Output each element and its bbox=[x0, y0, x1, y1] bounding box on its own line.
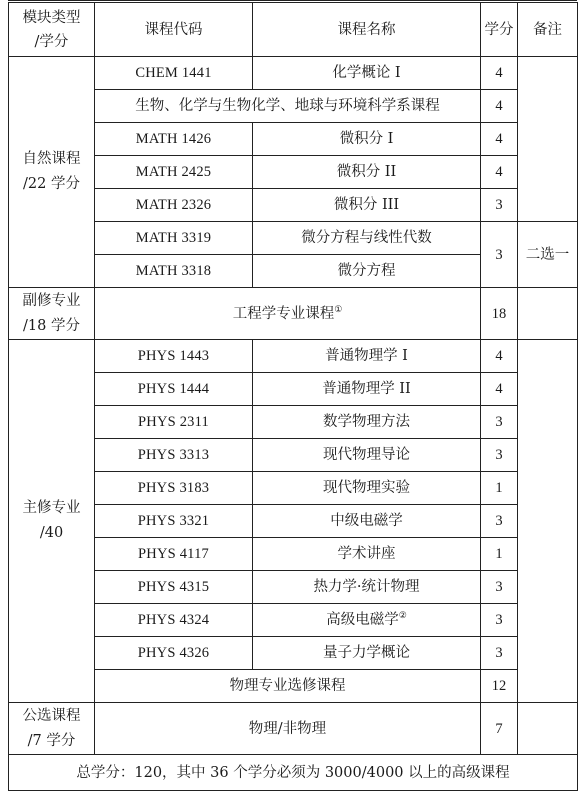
course-code: PHYS 4324 bbox=[95, 604, 253, 637]
course-code: MATH 1426 bbox=[95, 123, 253, 156]
credit: 4 bbox=[481, 57, 518, 90]
table-row bbox=[9, 670, 578, 703]
choice-note: 二选一 bbox=[518, 222, 578, 288]
credit: 3 bbox=[481, 439, 518, 472]
footnote-mark: ② bbox=[398, 611, 407, 622]
table-row bbox=[9, 57, 578, 90]
course-code: MATH 2425 bbox=[95, 156, 253, 189]
course-name: 高级电磁学② bbox=[253, 604, 481, 637]
course-name: 现代物理导论 bbox=[253, 439, 481, 472]
table-row bbox=[9, 472, 578, 505]
course-code: PHYS 2311 bbox=[95, 406, 253, 439]
credit: 3 bbox=[481, 189, 518, 222]
curriculum-table bbox=[8, 2, 578, 791]
course-name: 中级电磁学 bbox=[253, 505, 481, 538]
header-note: 备注 bbox=[518, 3, 578, 57]
table-row bbox=[9, 703, 578, 755]
course-name: 数学物理方法 bbox=[253, 406, 481, 439]
module-natural: 自然课程 /22 学分 bbox=[9, 57, 95, 288]
course-merged: 物理/非物理 bbox=[95, 703, 481, 755]
course-code: MATH 3319 bbox=[95, 222, 253, 255]
credit: 1 bbox=[481, 472, 518, 505]
header-module-type: 模块类型 /学分 bbox=[9, 3, 95, 57]
course-merged: 物理专业选修课程 bbox=[95, 670, 481, 703]
module-major: 主修专业 /40 bbox=[9, 340, 95, 703]
credit: 1 bbox=[481, 538, 518, 571]
table-row bbox=[9, 439, 578, 472]
summary-text: 总学分：120，其中 36 个学分必须为 3000/4000 以上的高级课程 bbox=[9, 755, 578, 791]
module-minor: 副修专业 /18 学分 bbox=[9, 288, 95, 340]
course-code: CHEM 1441 bbox=[95, 57, 253, 90]
course-name: 现代物理实验 bbox=[253, 472, 481, 505]
header-row bbox=[9, 3, 578, 57]
credit: 3 bbox=[481, 637, 518, 670]
credit: 3 bbox=[481, 571, 518, 604]
note-empty bbox=[518, 288, 578, 340]
table-row bbox=[9, 505, 578, 538]
table-row bbox=[9, 156, 578, 189]
course-code: PHYS 3183 bbox=[95, 472, 253, 505]
credit: 3 bbox=[481, 505, 518, 538]
course-name: 化学概论 I bbox=[253, 57, 481, 90]
table-row bbox=[9, 538, 578, 571]
credit: 4 bbox=[481, 340, 518, 373]
course-name: 普通物理学 II bbox=[253, 373, 481, 406]
header-course-code: 课程代码 bbox=[95, 3, 253, 57]
course-name: 微积分 II bbox=[253, 156, 481, 189]
course-merged: 生物、化学与生物化学、地球与环境科学系课程 bbox=[95, 90, 481, 123]
table-row bbox=[9, 373, 578, 406]
summary-row bbox=[9, 755, 578, 791]
table-row bbox=[9, 571, 578, 604]
table-row bbox=[9, 340, 578, 373]
credit: 3 bbox=[481, 604, 518, 637]
table-row bbox=[9, 406, 578, 439]
course-name: 学术讲座 bbox=[253, 538, 481, 571]
note-empty bbox=[518, 57, 578, 222]
credit: 12 bbox=[481, 670, 518, 703]
course-code: PHYS 4326 bbox=[95, 637, 253, 670]
course-name: 微分方程与线性代数 bbox=[253, 222, 481, 255]
course-name: 微分方程 bbox=[253, 255, 481, 288]
course-code: PHYS 3313 bbox=[95, 439, 253, 472]
credit: 18 bbox=[481, 288, 518, 340]
note-empty bbox=[518, 703, 578, 755]
course-code: MATH 3318 bbox=[95, 255, 253, 288]
credit: 4 bbox=[481, 90, 518, 123]
course-name: 热力学·统计物理 bbox=[253, 571, 481, 604]
footnote-mark: ① bbox=[334, 304, 343, 315]
course-name: 量子力学概论 bbox=[253, 637, 481, 670]
table-row bbox=[9, 222, 578, 255]
header-course-name: 课程名称 bbox=[253, 3, 481, 57]
course-code: PHYS 3321 bbox=[95, 505, 253, 538]
credit: 4 bbox=[481, 373, 518, 406]
table-row bbox=[9, 123, 578, 156]
table-row bbox=[9, 604, 578, 637]
course-merged: 工程学专业课程① bbox=[95, 288, 481, 340]
table-row bbox=[9, 288, 578, 340]
table-row bbox=[9, 189, 578, 222]
course-name: 微积分 III bbox=[253, 189, 481, 222]
credit: 3 bbox=[481, 406, 518, 439]
credit: 3 bbox=[481, 222, 518, 288]
course-code: PHYS 1443 bbox=[95, 340, 253, 373]
credit: 4 bbox=[481, 123, 518, 156]
table-row bbox=[9, 637, 578, 670]
course-name: 普通物理学 I bbox=[253, 340, 481, 373]
credit: 7 bbox=[481, 703, 518, 755]
module-general: 公选课程 /7 学分 bbox=[9, 703, 95, 755]
course-code: PHYS 1444 bbox=[95, 373, 253, 406]
table-row bbox=[9, 90, 578, 123]
header-credit: 学分 bbox=[481, 3, 518, 57]
course-code: MATH 2326 bbox=[95, 189, 253, 222]
credit: 4 bbox=[481, 156, 518, 189]
course-code: PHYS 4117 bbox=[95, 538, 253, 571]
note-empty bbox=[518, 340, 578, 703]
course-name: 微积分 I bbox=[253, 123, 481, 156]
course-code: PHYS 4315 bbox=[95, 571, 253, 604]
